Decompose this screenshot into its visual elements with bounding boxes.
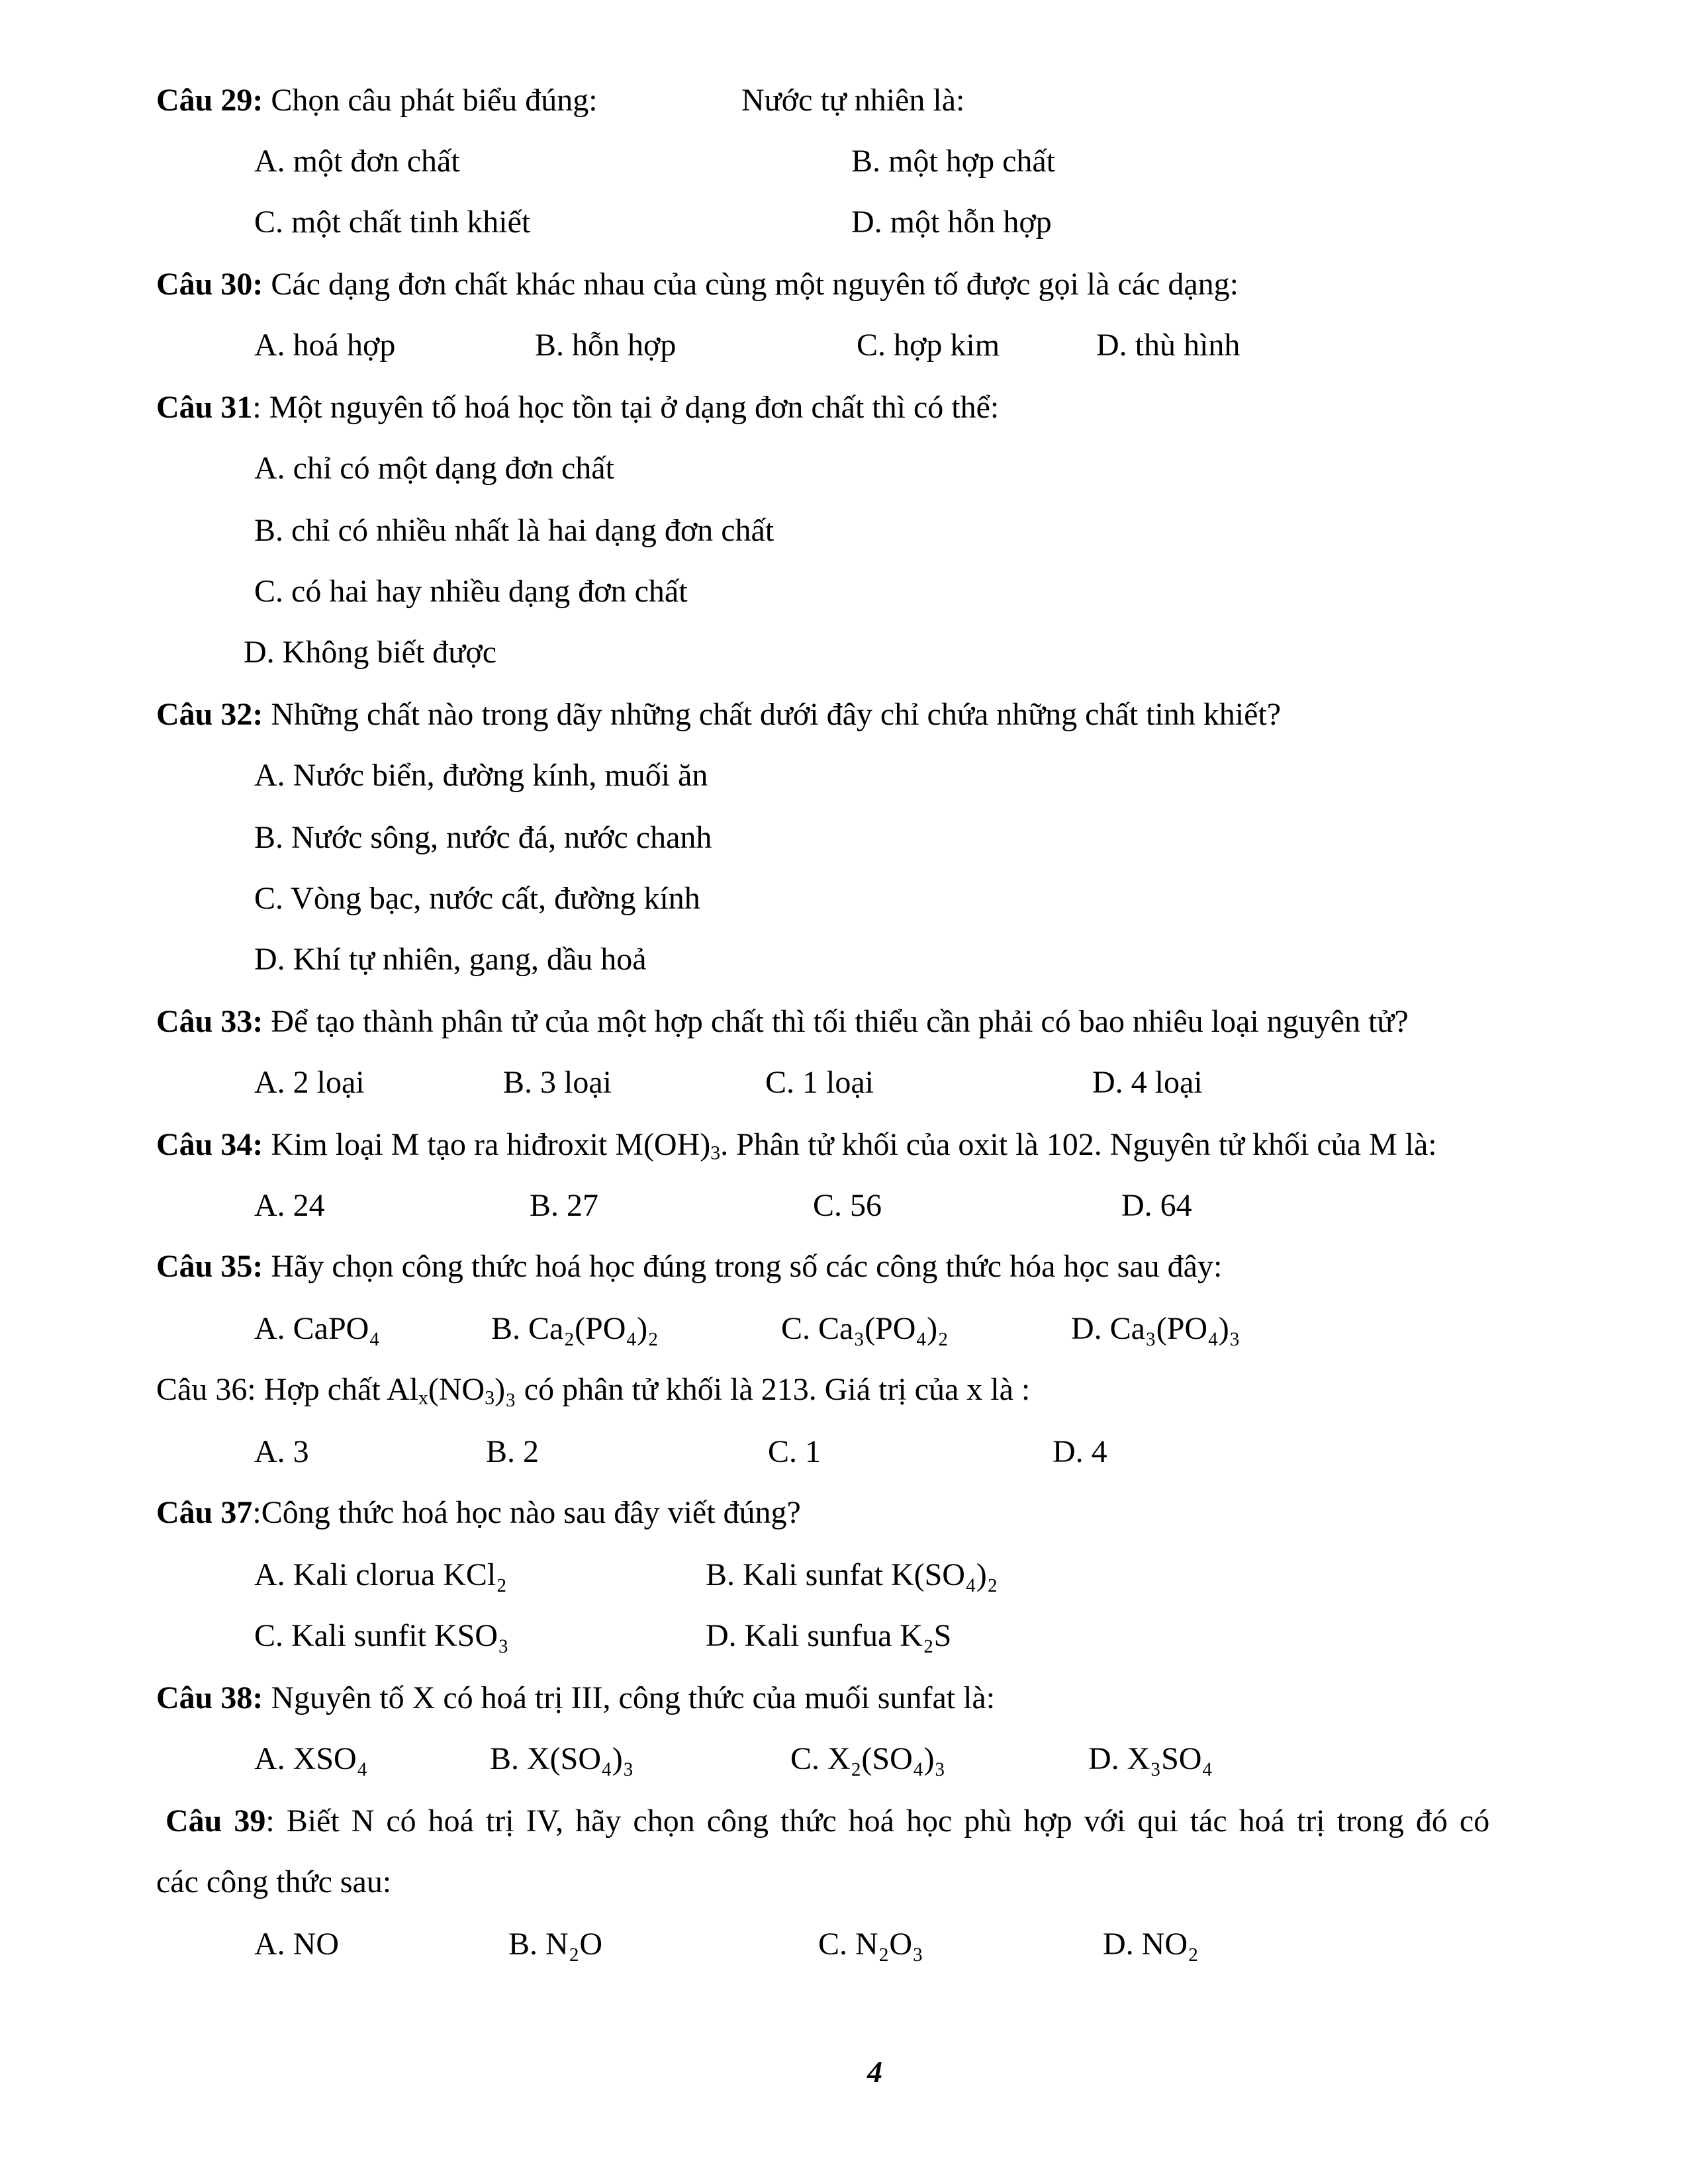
question-label: Câu 33: <box>156 1004 263 1039</box>
option-c: C. có hai hay nhiều dạng đơn chất <box>254 574 688 609</box>
question-label: Câu 29: <box>156 83 263 118</box>
option-c: C. 1 loại <box>765 1065 874 1100</box>
question-36 <box>156 1372 1031 1409</box>
option-d: D. 4 loại <box>1092 1065 1203 1100</box>
question-35 <box>156 1251 1222 1283</box>
question-39 <box>165 1805 1489 1837</box>
question-text: Để tạo thành phân tử của một hợp chất thì tối thiểu cần phải có bao nhiêu loại nguyên tử? <box>271 1004 1409 1039</box>
option-c: C. hợp kim <box>857 328 1000 363</box>
option-a: A. Nước biển, đường kính, muối ăn <box>254 758 708 793</box>
question-text: Nguyên tố X có hoá trị III, công thức của muối sunfat là: <box>271 1680 996 1715</box>
question-29 <box>156 85 598 116</box>
question-37 <box>156 1497 801 1529</box>
question-label: Câu 38: <box>156 1680 263 1715</box>
question-text: : Một nguyên tố hoá học tồn tại ở dạng đơn chất thì có thể: <box>252 390 1000 425</box>
option-a: A. XSO₄ <box>254 1741 368 1776</box>
option-b: B. một hợp chất <box>851 144 1056 179</box>
option-b: B. 27 <box>530 1188 599 1223</box>
page-number: 4 <box>867 2055 882 2089</box>
option-b: B. 3 loại <box>503 1065 612 1100</box>
option-c: C. Vòng bạc, nước cất, đường kính <box>254 881 700 916</box>
question-label: Câu 39 <box>165 1803 266 1839</box>
question-text: :Công thức hoá học nào sau đây viết đúng? <box>252 1495 801 1530</box>
option-d: D. NO₂ <box>1103 1927 1199 1962</box>
option-d: D. Không biết được <box>244 635 497 670</box>
option-a: A. một đơn chất <box>254 144 460 179</box>
option-a: A. 2 loại <box>254 1065 365 1100</box>
question-label: Câu 31 <box>156 390 253 425</box>
option-a: A. Kali clorua KCl₂ <box>254 1557 507 1592</box>
question-text-mid: (NO <box>428 1372 485 1407</box>
question-label: Câu 30: <box>156 267 263 302</box>
question-38 <box>156 1682 995 1714</box>
question-label: Câu 32: <box>156 697 263 732</box>
option-a: A. 24 <box>254 1188 325 1223</box>
option-c: C. Kali sunfit KSO₃ <box>254 1618 509 1653</box>
question-text: Những chất nào trong dãy những chất dưới đây chỉ chứa những chất tinh khiết? <box>271 697 1282 732</box>
option-a: A. NO <box>254 1927 339 1962</box>
question-text: Các dạng đơn chất khác nhau của cùng một nguyên tố được gọi là các dạng: <box>271 267 1239 302</box>
option-b: B. hỗn hợp <box>535 328 677 363</box>
subscript: 3 <box>485 1387 495 1409</box>
question-text-cont: . Phân tử khối của oxit là 102. Nguyên tử khối của M là: <box>720 1127 1437 1162</box>
option-d: D. Kali sunfua K₂S <box>706 1618 952 1653</box>
option-c: C. 56 <box>813 1188 882 1223</box>
option-a: A. hoá hợp <box>254 328 396 363</box>
option-d: D. thù hình <box>1096 328 1241 363</box>
question-31 <box>156 392 999 424</box>
option-a: A. 3 <box>254 1434 309 1469</box>
subscript: 3 <box>710 1142 721 1164</box>
option-b: B. N₂O <box>508 1927 603 1962</box>
option-d: D. Khí tự nhiên, gang, dầu hoả <box>254 942 647 977</box>
option-b: B. Kali sunfat K(SO₄)₂ <box>706 1557 998 1592</box>
option-d: D. X₃SO₄ <box>1088 1741 1213 1776</box>
question-text-line2: các công thức sau: <box>156 1864 392 1899</box>
question-text: : Biết N có hoá trị IV, hãy chọn công thức hoá học phù hợp với qui tác hoá trị trong đó có <box>265 1803 1490 1839</box>
option-c: C. Ca₃(PO₄)₂ <box>781 1311 949 1346</box>
question-text: Chọn câu phát biểu đúng: <box>271 83 598 118</box>
option-c: C. N₂O₃ <box>818 1927 923 1962</box>
option-c: C. một chất tinh khiết <box>254 205 531 240</box>
option-c: C. 1 <box>768 1434 821 1469</box>
option-d: D. một hỗn hợp <box>851 205 1052 240</box>
question-label: Câu 37 <box>156 1495 253 1530</box>
question-text: Kim loại M tạo ra hiđroxit M(OH) <box>271 1127 711 1162</box>
question-33 <box>156 1006 1409 1038</box>
option-d: D. Ca₃(PO₄)₃ <box>1071 1311 1241 1346</box>
question-34 <box>156 1127 1437 1164</box>
question-30 <box>156 269 1239 300</box>
question-label: Câu 35: <box>156 1249 263 1284</box>
option-a: A. chỉ có một dạng đơn chất <box>254 451 614 486</box>
option-d: D. 4 <box>1053 1434 1107 1469</box>
option-c: C. X₂(SO₄)₃ <box>790 1741 946 1776</box>
option-b: B. chỉ có nhiều nhất là hai dạng đơn chất <box>254 513 774 548</box>
option-a: A. CaPO₄ <box>254 1311 381 1346</box>
question-text: Câu 36: Hợp chất Al <box>156 1372 418 1407</box>
question-32 <box>156 699 1281 731</box>
option-b: B. X(SO₄)₃ <box>490 1741 634 1776</box>
question-subject: Nước tự nhiên là: <box>741 83 965 118</box>
option-b: B. 2 <box>486 1434 539 1469</box>
option-b: B. Ca₂(PO₄)₂ <box>491 1311 659 1346</box>
subscript: x <box>418 1387 428 1409</box>
question-label: Câu 34: <box>156 1127 263 1162</box>
question-text-cont: )₃ có phân tử khối là 213. Giá trị của x là : <box>494 1372 1031 1407</box>
question-text: Hãy chọn công thức hoá học đúng trong số các công thức hóa học sau đây: <box>271 1249 1223 1284</box>
option-d: D. 64 <box>1121 1188 1192 1223</box>
option-b: B. Nước sông, nước đá, nước chanh <box>254 820 712 855</box>
